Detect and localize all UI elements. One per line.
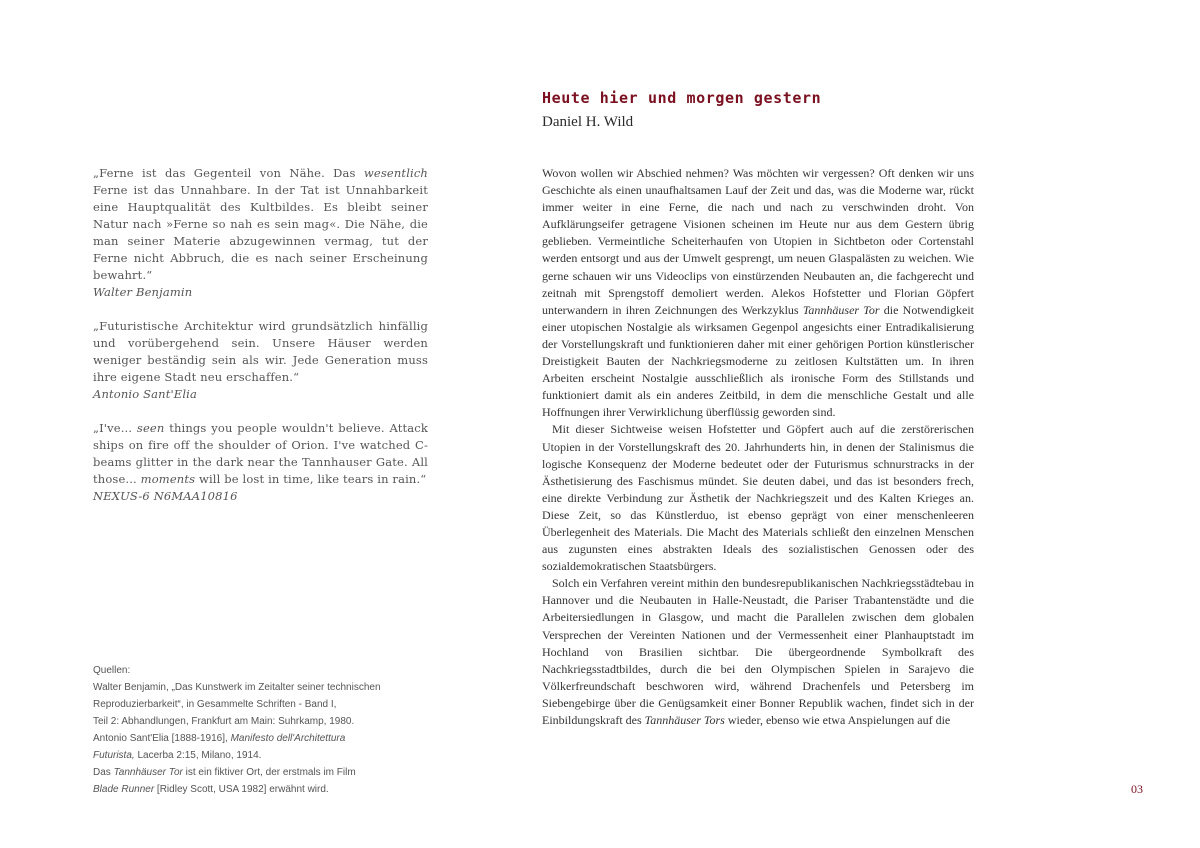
emphasis-text: Manifesto dell'Architettura: [230, 733, 346, 744]
sources-heading: Quellen:: [93, 665, 131, 676]
epigraph-quotes: [93, 165, 428, 522]
emphasis-text: moments: [140, 472, 196, 486]
source-line: Das Tannhäuser Tor ist ein fiktiver Ort, der erstmals im Film: [93, 767, 356, 778]
article-body: [542, 165, 974, 729]
emphasis-text: Tannhäuser Tor: [802, 302, 880, 317]
source-line: Walter Benjamin, „Das Kunstwerk im Zeitalter seiner technischen: [93, 682, 381, 693]
body-paragraph: Solch ein Verfahren vereint mithin den bundesrepublikanischen Nachkriegsstädtebau in Hannover und die Neubauten in Halle-Neustadt, die Pariser Trabantenstädte und die Arbeitersiedlungen in Glasgow, und macht die Parallelen zwischen dem globalen Versprechen der Vereinten Nationen und der Vermessenheit einer Planhauptstadt im Hochland von Brasilien sichtbar. Die übergeordnende Symbolkraft des Nachkriegsstadtbildes, durch die bei den Olympischen Spielen in Sarajevo die Völkerfreundschaft beschworen wird, während Drachenfels und Petersberg im Siebengebirge über die Genügsamkeit einer Bonner Republik wachen, findet sich in der Einbildungskraft des Tannhäuser Tors wieder, ebenso wie etwa Anspielungen auf die: [542, 576, 974, 727]
emphasis-text: Futurista,: [93, 750, 135, 761]
emphasis-text: seen: [136, 421, 165, 435]
quote-text: „I've... seen things you people wouldn't believe. Attack ships on fire off the shoulder of Orion. I've watched C-beams glitter in the dark near the Tannhauser Gate. All those... moments will be lost in time, like tears in rain.“: [93, 421, 429, 486]
emphasis-text: Tannhäuser Tors: [644, 713, 725, 727]
sources-block: [93, 662, 453, 798]
quote-block: [93, 318, 428, 403]
emphasis-text: Tannhäuser Tor: [113, 767, 183, 778]
emphasis-text: Blade Runner: [93, 784, 155, 795]
source-line: Antonio Sant'Elia [1888-1916], Manifesto dell'Architettura: [93, 733, 346, 744]
body-paragraph: Wovon wollen wir Abschied nehmen? Was möchten wir vergessen? Oft denken wir uns Geschichte als einen unaufhaltsamen Lauf der Zeit und das, was die Moderne war, rückt immer weiter in eine Ferne, die nach und nach zu verschwinden droht. Von Aufklärungseifer getragene Visionen scheinen im Heute nur aus dem Gestern übrig geblieben. Vermeintliche Scheiterhaufen von Utopien in Sichtbeton oder Cortenstahl werden entsorgt und aus der Umwelt gesprengt, um neuen Glaspalästen zu weichen. Wie gerne schauen wir uns Videoclips von einstürzenden Neubauten an, die fachgerecht und zeitnah mit Sprengstoff demoliert werden. Alekos Hofstetter und Florian Göpfert unterwandern in ihren Zeichnungen des Werkzyklus Tannhäuser Tor die Notwendigkeit einer utopischen Nostalgie als wirksamen Gegenpol angesichts einer Entradikalisierung der Vorstellungskraft und funktionieren daher mit einer gehörigen Portion künstlerischer Dreistigkeit Bauten der Nachkriegsmoderne zu zeitlosen Kultstätten um. In ihren Arbeiten erscheint Nostalgie ausschließlich als ironische Form des Stillstands und funktioniert damit als ein anderes Zeitbild, in dem die menschliche Gestalt und alle Hoffnungen ihrer Verwirklichung überflüssig geworden sind.: [542, 166, 974, 420]
quote-attribution: Walter Benjamin: [93, 285, 193, 299]
quote-attribution: NEXUS-6 N6MAA10816: [93, 489, 238, 503]
article-title: Heute hier und morgen gestern: [542, 89, 822, 107]
quote-text: „Futuristische Architektur wird grundsätzlich hinfällig und vorübergehend sein. Unsere Häuser werden weniger beständig sein als wir. Jede Generation muss ihre eigene Stadt neu erschaffen.“: [93, 319, 428, 384]
source-line: Reproduzierbarkeit“, in Gesammelte Schriften - Band I,: [93, 699, 337, 710]
quote-text: „Ferne ist das Gegenteil von Nähe. Das wesentlich Ferne ist das Unnahbare. In der Tat ist Unnahbarkeit eine Hauptqualität des Kultbildes. Es bleibt seiner Natur nach »Ferne so nah es sein mag«. Die Nähe, die man seiner Materie abzugewinnen vermag, tut der Ferne nicht Abbruch, die es nach seiner Erscheinung bewahrt.“: [93, 166, 428, 282]
quote-attribution: Antonio Sant'Elia: [93, 387, 198, 401]
quote-block: [93, 420, 428, 505]
source-line: Blade Runner [Ridley Scott, USA 1982] erwähnt wird.: [93, 784, 329, 795]
body-paragraph: Mit dieser Sichtweise weisen Hofstetter und Göpfert auch auf die zerstörerischen Utopien in der Vorstellungskraft des 20. Jahrhunderts hin, in denen der Stalinismus die logische Konsequenz der Moderne bedeutet oder der Futurismus schnurstracks in der Ästhetisierung des Faschismus mündet. Sie deuten dabei, und das ist besonders frech, eine direkte Verbindung zur Ästhetik der Nachkriegszeit und des Kalten Krieges an. Diese Zeit, so das Künstlerduo, ist ebenso geprägt von einer menschenleeren Überlegenheit des Materials. Die Macht des Materials schließt den einzelnen Menschen aus zugunsten eines abstrakten Ideals des sozialistischen Genossen oder des sozialdemokratischen Staatsbürgers.: [542, 422, 974, 574]
source-line: Futurista, Lacerba 2:15, Milano, 1914.: [93, 750, 262, 761]
page-number: 03: [1131, 782, 1143, 796]
source-line: Teil 2: Abhandlungen, Frankfurt am Main: Suhrkamp, 1980.: [93, 716, 355, 727]
emphasis-text: wesentlich: [363, 166, 428, 180]
article-author: Daniel H. Wild: [542, 114, 634, 130]
quote-block: [93, 165, 428, 301]
